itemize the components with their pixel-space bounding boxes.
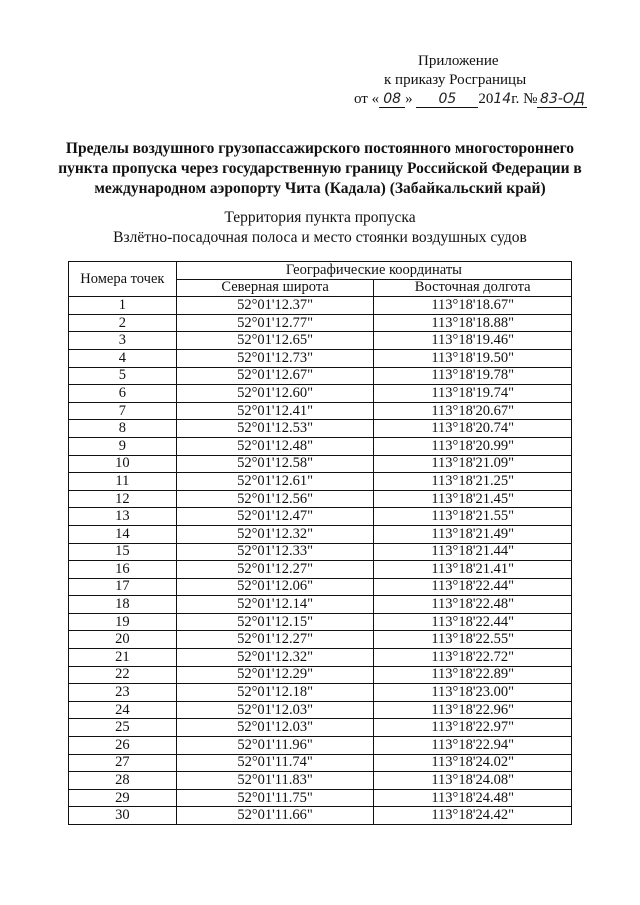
latitude-cell: 52°01'12.27" (176, 561, 374, 579)
latitude-cell: 52°01'12.67" (176, 367, 374, 385)
document-subtitle (40, 208, 600, 248)
point-number-cell: 11 (69, 473, 177, 491)
latitude-cell: 52°01'12.18" (176, 684, 374, 702)
latitude-cell: 52°01'11.96" (176, 737, 374, 755)
table-row (69, 473, 572, 491)
point-number-cell: 22 (69, 666, 177, 684)
table-row (69, 420, 572, 438)
table-row (69, 684, 572, 702)
order-number: 83-ОД (537, 92, 587, 108)
point-number-cell: 21 (69, 649, 177, 667)
longitude-cell: 113°18'19.78" (374, 367, 572, 385)
point-number-cell: 18 (69, 596, 177, 614)
appendix-order-ref: к приказу Росграницы (384, 72, 527, 88)
order-number-label: г. № (511, 91, 538, 107)
point-number-cell: 5 (69, 367, 177, 385)
point-number-cell: 4 (69, 349, 177, 367)
latitude-cell: 52°01'12.77" (176, 314, 374, 332)
latitude-cell: 52°01'12.73" (176, 349, 374, 367)
table-row (69, 578, 572, 596)
header-longitude: Восточная долгота (374, 279, 572, 297)
point-number-cell: 9 (69, 437, 177, 455)
longitude-cell: 113°18'18.88" (374, 314, 572, 332)
table-row (69, 437, 572, 455)
table-row (69, 402, 572, 420)
latitude-cell: 52°01'11.83" (176, 772, 374, 790)
point-number-cell: 29 (69, 789, 177, 807)
table-row (69, 349, 572, 367)
latitude-cell: 52°01'12.32" (176, 649, 374, 667)
table-row (69, 596, 572, 614)
point-number-cell: 10 (69, 455, 177, 473)
table-row (69, 385, 572, 403)
table-row (69, 297, 572, 315)
header-geo-coordinates: Географические координаты (176, 262, 571, 280)
latitude-cell: 52°01'12.27" (176, 631, 374, 649)
date-day: 08 (379, 92, 405, 108)
point-number-cell: 13 (69, 508, 177, 526)
longitude-cell: 113°18'24.08" (374, 772, 572, 790)
subtitle-line: Взлётно-посадочная полоса и место стоянки воздушных судов (113, 229, 527, 246)
point-number-cell: 12 (69, 490, 177, 508)
longitude-cell: 113°18'21.45" (374, 490, 572, 508)
header-latitude: Северная широта (176, 279, 374, 297)
latitude-cell: 52°01'12.48" (176, 437, 374, 455)
point-number-cell: 3 (69, 332, 177, 350)
latitude-cell: 52°01'12.33" (176, 543, 374, 561)
latitude-cell: 52°01'11.66" (176, 807, 374, 825)
table-row (69, 649, 572, 667)
table-row (69, 314, 572, 332)
longitude-cell: 113°18'22.44" (374, 613, 572, 631)
point-number-cell: 23 (69, 684, 177, 702)
longitude-cell: 113°18'22.89" (374, 666, 572, 684)
longitude-cell: 113°18'18.67" (374, 297, 572, 315)
longitude-cell: 113°18'22.94" (374, 737, 572, 755)
table-row (69, 719, 572, 737)
point-number-cell: 8 (69, 420, 177, 438)
latitude-cell: 52°01'12.03" (176, 719, 374, 737)
latitude-cell: 52°01'12.47" (176, 508, 374, 526)
title-line: международном аэропорту Чита (Кадала) (Забайкальский край) (94, 180, 546, 197)
point-number-cell: 6 (69, 385, 177, 403)
appendix-heading: Приложение (418, 53, 499, 69)
table-row (69, 367, 572, 385)
subtitle-line: Территория пункта пропуска (224, 209, 416, 226)
latitude-cell: 52°01'12.41" (176, 402, 374, 420)
latitude-cell: 52°01'12.37" (176, 297, 374, 315)
date-year-suffix: 14 (493, 91, 512, 107)
longitude-cell: 113°18'21.41" (374, 561, 572, 579)
appendix-date-line (340, 90, 600, 109)
point-number-cell: 19 (69, 613, 177, 631)
table-row (69, 525, 572, 543)
latitude-cell: 52°01'12.14" (176, 596, 374, 614)
point-number-cell: 26 (69, 737, 177, 755)
table-row (69, 754, 572, 772)
longitude-cell: 113°18'23.00" (374, 684, 572, 702)
latitude-cell: 52°01'12.56" (176, 490, 374, 508)
longitude-cell: 113°18'19.74" (374, 385, 572, 403)
table-row (69, 807, 572, 825)
title-line: Пределы воздушного грузопассажирского постоянного многостороннего (65, 140, 575, 157)
point-number-cell: 20 (69, 631, 177, 649)
latitude-cell: 52°01'12.32" (176, 525, 374, 543)
longitude-cell: 113°18'22.72" (374, 649, 572, 667)
table-row (69, 737, 572, 755)
longitude-cell: 113°18'22.44" (374, 578, 572, 596)
date-month: 05 (416, 92, 478, 108)
longitude-cell: 113°18'21.44" (374, 543, 572, 561)
longitude-cell: 113°18'20.67" (374, 402, 572, 420)
latitude-cell: 52°01'12.58" (176, 455, 374, 473)
longitude-cell: 113°18'22.96" (374, 701, 572, 719)
longitude-cell: 113°18'19.50" (374, 349, 572, 367)
point-number-cell: 1 (69, 297, 177, 315)
document-title (40, 139, 600, 199)
longitude-cell: 113°18'22.48" (374, 596, 572, 614)
point-number-cell: 15 (69, 543, 177, 561)
point-number-cell: 14 (69, 525, 177, 543)
point-number-cell: 25 (69, 719, 177, 737)
table-row (69, 701, 572, 719)
latitude-cell: 52°01'12.53" (176, 420, 374, 438)
date-year-prefix: 20 (478, 91, 494, 107)
latitude-cell: 52°01'12.03" (176, 701, 374, 719)
longitude-cell: 113°18'22.97" (374, 719, 572, 737)
table-row (69, 613, 572, 631)
latitude-cell: 52°01'11.74" (176, 754, 374, 772)
appendix-block (340, 52, 600, 109)
table-row (69, 332, 572, 350)
table-row (69, 789, 572, 807)
longitude-cell: 113°18'20.74" (374, 420, 572, 438)
longitude-cell: 113°18'24.02" (374, 754, 572, 772)
latitude-cell: 52°01'12.06" (176, 578, 374, 596)
table-row (69, 508, 572, 526)
point-number-cell: 24 (69, 701, 177, 719)
point-number-cell: 17 (69, 578, 177, 596)
longitude-cell: 113°18'24.42" (374, 807, 572, 825)
longitude-cell: 113°18'21.25" (374, 473, 572, 491)
table-row (69, 543, 572, 561)
latitude-cell: 52°01'12.60" (176, 385, 374, 403)
table-row (69, 772, 572, 790)
point-number-cell: 27 (69, 754, 177, 772)
header-point-numbers: Номера точек (69, 262, 177, 297)
longitude-cell: 113°18'20.99" (374, 437, 572, 455)
longitude-cell: 113°18'22.55" (374, 631, 572, 649)
date-day-close: » (405, 91, 413, 107)
point-number-cell: 2 (69, 314, 177, 332)
latitude-cell: 52°01'12.29" (176, 666, 374, 684)
table-row (69, 631, 572, 649)
point-number-cell: 7 (69, 402, 177, 420)
date-from-label: от « (354, 91, 380, 107)
point-number-cell: 16 (69, 561, 177, 579)
title-line: пункта пропуска через государственную границу Российской Федерации в (58, 160, 582, 177)
longitude-cell: 113°18'21.09" (374, 455, 572, 473)
coordinates-rows (69, 297, 572, 825)
point-number-cell: 30 (69, 807, 177, 825)
table-row (69, 561, 572, 579)
table-row (69, 455, 572, 473)
latitude-cell: 52°01'12.15" (176, 613, 374, 631)
latitude-cell: 52°01'12.65" (176, 332, 374, 350)
longitude-cell: 113°18'19.46" (374, 332, 572, 350)
latitude-cell: 52°01'11.75" (176, 789, 374, 807)
latitude-cell: 52°01'12.61" (176, 473, 374, 491)
longitude-cell: 113°18'21.49" (374, 525, 572, 543)
longitude-cell: 113°18'24.48" (374, 789, 572, 807)
longitude-cell: 113°18'21.55" (374, 508, 572, 526)
point-number-cell: 28 (69, 772, 177, 790)
coordinates-table (68, 261, 572, 825)
table-row (69, 666, 572, 684)
table-row (69, 490, 572, 508)
